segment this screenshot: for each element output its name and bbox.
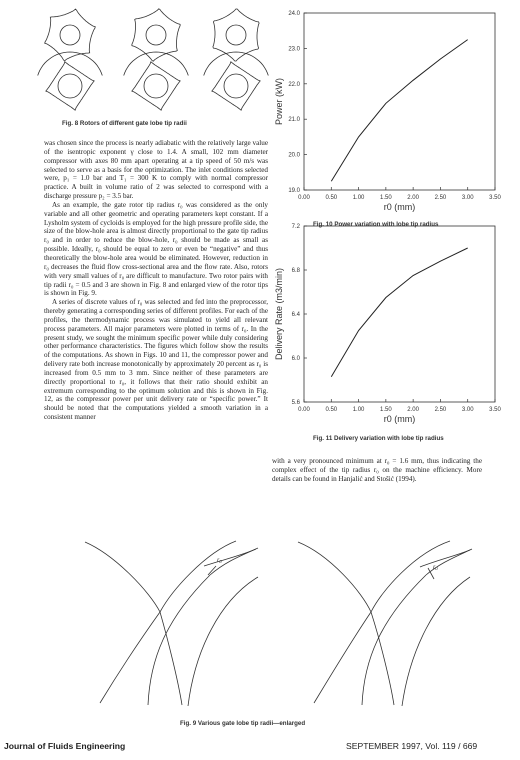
fig9-left-profile-lower-a bbox=[100, 612, 160, 703]
x-tick-label: 2.50 bbox=[434, 407, 447, 413]
x-tick-label: 3.00 bbox=[461, 407, 474, 413]
x-tick-label: 3.50 bbox=[489, 407, 501, 413]
y-axis-label: Delivery Rate (m3/min) bbox=[274, 267, 284, 361]
x-tick-label: 2.00 bbox=[407, 195, 419, 201]
fig9-right-profile-upper bbox=[298, 541, 450, 612]
paragraph-4: with a very pronounced minimum at r₀ = 1.6 mm, thus indicating the complex effect of the tip radius r₀ on the machine efficiency. More details can be found in Hanjalić and Stošić (1994). bbox=[272, 457, 482, 483]
fig9-right-profile-lower-b bbox=[371, 612, 394, 705]
fig11-caption: Fig. 11 Delivery variation with lobe tip radius bbox=[313, 435, 444, 442]
paragraph-3: A series of discrete values of r₀ was selected and fed into the preprocessor, thereby generating a corresponding series of different profiles. For each of the profiles, the thermodynamic process was simulated to yield all relevant process parameters. All major parameters were plotted in terms of r₀. In the present study, we sought the minimum specific power while duly considering other performance characteristics. The figures which follow show the results of the computations. As shown in Figs. 10 and 11, the compressor power and delivery rate both increase monotonically by approximately 20 percent as r₀ is increased from 0.5 mm to 3 mm. Since neither of these parameters are directly proportional to r₀, it follows that their ratio should exhibit an extremum corresponding to the optimum solution and this is shown in Fig. 12, as the compressor power per unit delivery rate or “specific power.” It should be noted that the computations yielded a smooth variation in a consistent manner bbox=[44, 298, 268, 422]
x-tick-label: 3.50 bbox=[489, 195, 501, 201]
fig9-left-arc-2 bbox=[188, 577, 258, 706]
x-axis-label: r0 (mm) bbox=[383, 414, 416, 424]
fig9-caption: Fig. 9 Various gate lobe tip radii—enlarged bbox=[180, 720, 306, 727]
y-tick-label: 6.4 bbox=[291, 312, 300, 318]
y-tick-label: 19.0 bbox=[288, 188, 300, 194]
paragraph-1: was chosen since the process is nearly adiabatic with the relatively large value of the isentropic exponent γ close to 1.4. A small, 102 mm diameter compressor with axes 80 mm apart operating at a tip speed of 50 m/s was selected to serve as a basis for the optimization. The inlet conditions selected were, p₁ = 1.0 bar and T₁ = 300 K to comply with normal compressor practice. A built in volume ratio of 2 was selected to correspond with a discharge pressure p₂ = 3.5 bar. bbox=[44, 139, 268, 201]
y-tick-label: 20.0 bbox=[288, 152, 300, 159]
x-tick-label: 0.00 bbox=[298, 407, 310, 413]
x-tick-label: 1.50 bbox=[380, 195, 392, 201]
x-tick-label: 1.00 bbox=[352, 195, 365, 201]
fig9-right-profile-lower-a bbox=[314, 612, 371, 703]
x-tick-label: 3.00 bbox=[461, 195, 474, 201]
y-tick-label: 7.2 bbox=[291, 224, 300, 230]
y-tick-label: 6.0 bbox=[291, 356, 300, 362]
fig9-left-arc-1 bbox=[148, 575, 210, 705]
x-tick-label: 2.00 bbox=[407, 407, 419, 413]
y-tick-label: 5.6 bbox=[291, 400, 300, 406]
x-tick-label: 0.50 bbox=[325, 407, 338, 413]
y-axis-label: Power (kW) bbox=[274, 78, 284, 125]
y-tick-label: 23.0 bbox=[288, 46, 300, 53]
y-tick-label: 21.0 bbox=[288, 117, 300, 124]
fig9-right-arc-2 bbox=[402, 577, 470, 706]
issue-page: SEPTEMBER 1997, Vol. 119 / 669 bbox=[346, 741, 478, 751]
fig9-left-r0-label: r₀ bbox=[217, 557, 222, 564]
x-tick-label: 2.50 bbox=[434, 195, 447, 201]
x-tick-label: 1.50 bbox=[380, 407, 392, 413]
y-tick-label: 22.0 bbox=[288, 81, 300, 88]
fig10-caption: Fig. 10 Power variation with lobe tip radius bbox=[313, 221, 439, 228]
fig9-right-arc-1 bbox=[362, 575, 426, 705]
fig9-right-arc-4 bbox=[420, 550, 470, 567]
x-axis-label: r0 (mm) bbox=[383, 202, 416, 212]
fig9-right-r0-label: r₀ bbox=[433, 564, 438, 571]
y-tick-label: 6.8 bbox=[291, 268, 300, 274]
fig9-left-profile-lower-b bbox=[160, 612, 182, 705]
y-tick-label: 24.0 bbox=[288, 11, 300, 17]
fig8-caption: Fig. 8 Rotors of different gate lobe tip radii bbox=[62, 120, 187, 127]
fig9-left-profile-upper bbox=[85, 541, 236, 612]
journal-name: Journal of Fluids Engineering bbox=[4, 741, 126, 751]
x-tick-label: 1.00 bbox=[352, 407, 365, 413]
x-tick-label: 0.00 bbox=[298, 195, 310, 201]
paragraph-2: As an example, the gate rotor tip radius r₀ was considered as the only variable and all other geometric and operating parameters kept constant. If a Lysholm system of cycloids is employed for the high pressure profile side, the size of the blow-hole area is almost directly proportional to the gate tip radius r₀ and in order to reduce the blow-hole, r₀ should be made as small as possible. Ideally, r₀ should be equal to zero or even be “negative” and thus theoretically the blow-hole area would be eliminated. However, reduction in r₀ decreases the fluid flow cross-sectional area and the flow rate. Also, rotors with very small values of r₀ are difficult to manufacture. Two rotor pairs with tip radii r₀ = 0.5 and 3 are shown in Fig. 8 and enlarged view of the rotor tips is shown in Fig. 9. bbox=[44, 200, 268, 298]
x-tick-label: 0.50 bbox=[325, 195, 338, 201]
fig9-left-arc-4 bbox=[204, 549, 256, 566]
